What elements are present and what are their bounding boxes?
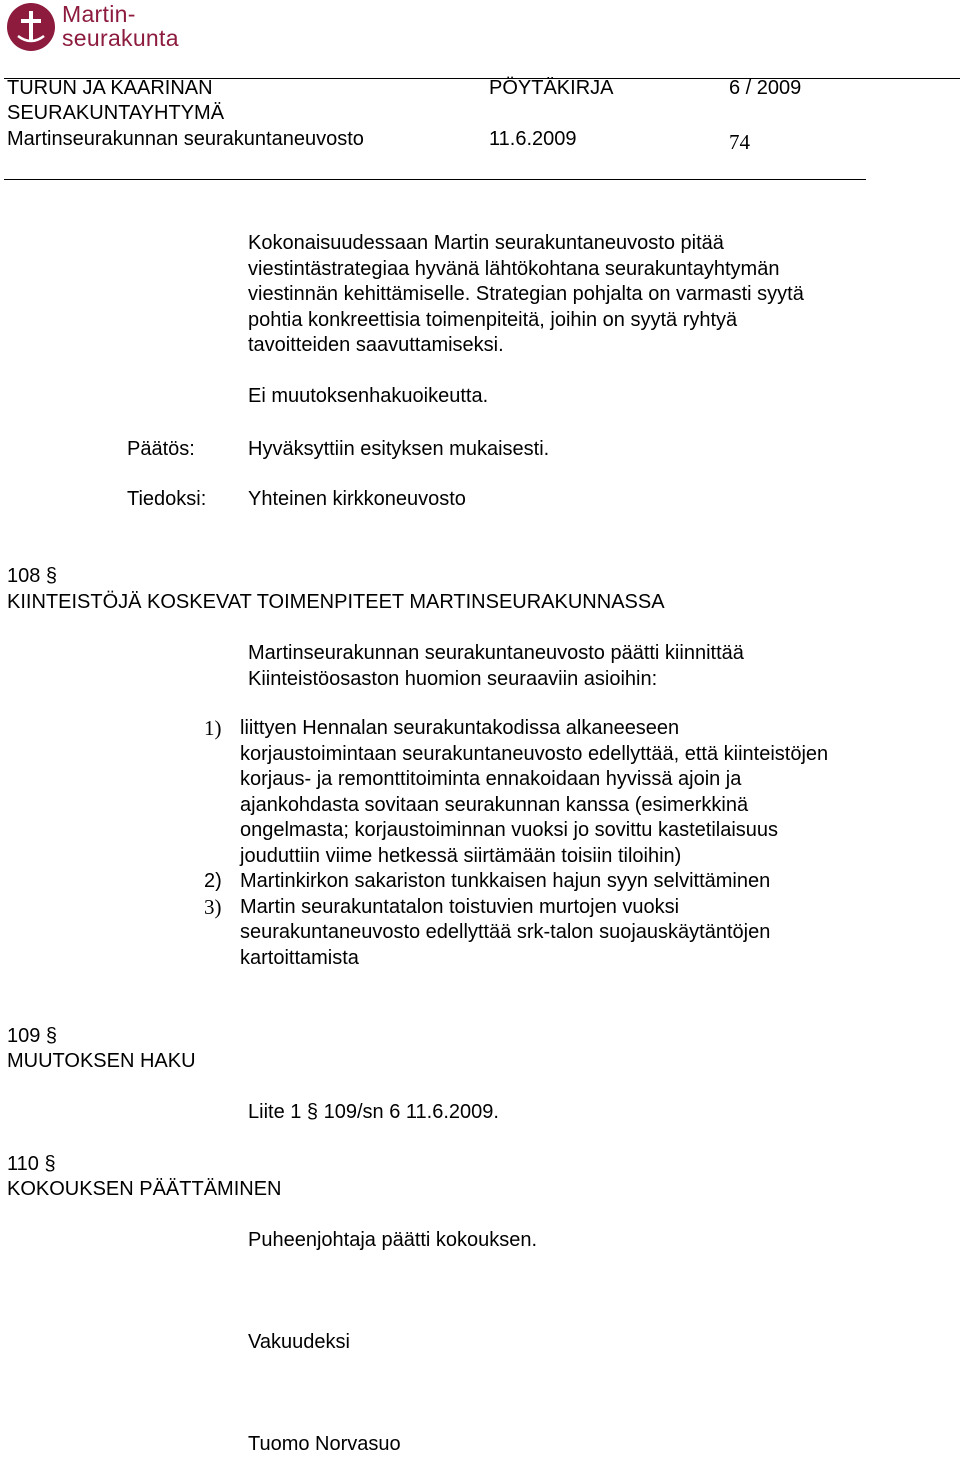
page-number: 74 bbox=[729, 130, 750, 154]
list-item-line: seurakuntaneuvosto edellyttää srk-talon suojauskäytäntöjen bbox=[240, 921, 771, 943]
organization-logo bbox=[4, 0, 179, 54]
org-name-line-1: TURUN JA KAARINAN bbox=[7, 77, 213, 99]
list-item-line: ongelmasta; korjaustoiminnan vuoksi jo sovittu kastetilaisuus bbox=[240, 819, 779, 841]
section-110-title: KOKOUKSEN PÄÄTTÄMINEN bbox=[7, 1178, 282, 1200]
list-item-line: liittyen Hennalan seurakuntakodissa alkaneeseen bbox=[240, 717, 680, 739]
section-109-title: MUUTOKSEN HAKU bbox=[7, 1050, 196, 1072]
signature-label: Vakuudeksi bbox=[248, 1331, 350, 1353]
section-110-number: 110 § bbox=[7, 1153, 56, 1175]
section-110-text: Puheenjohtaja päätti kokouksen. bbox=[248, 1229, 538, 1251]
intro-paragraph bbox=[248, 231, 804, 359]
list-item bbox=[200, 716, 828, 869]
council-name: Martinseurakunnan seurakuntaneuvosto bbox=[7, 128, 364, 150]
section-108-intro-line: Martinseurakunnan seurakuntaneuvosto päätti kiinnittää bbox=[248, 642, 744, 664]
list-item-line: korjaustoimintaan seurakuntaneuvosto edellyttää, että kiinteistöjen bbox=[240, 742, 829, 765]
document-type: PÖYTÄKIRJA bbox=[489, 77, 614, 99]
list-item-number: 3) bbox=[204, 894, 222, 919]
list-item bbox=[200, 895, 828, 972]
list-item-number: 2) bbox=[204, 870, 222, 892]
intro-line: tavoitteiden saavuttamiseksi. bbox=[248, 334, 504, 356]
appeal-note: Ei muutoksenhakuoikeutta. bbox=[248, 385, 489, 407]
section-108-number: 108 § bbox=[7, 565, 58, 587]
intro-line: pohtia konkreettisia toimenpiteitä, joihin on syytä ryhtyä bbox=[248, 308, 738, 331]
logo-wordmark bbox=[62, 2, 179, 50]
header-bottom-rule bbox=[4, 179, 866, 180]
intro-line: viestintästrategiaa hyvänä lähtökohtana seurakuntayhtymän bbox=[248, 257, 780, 280]
decision-label: Päätös: bbox=[127, 438, 195, 460]
intro-line: viestinnän kehittämiselle. Strategian pohjalta on varmasti syytä bbox=[248, 283, 804, 305]
list-item-line: Martin seurakuntatalon toistuvien murtojen vuoksi bbox=[240, 895, 680, 918]
list-item-number: 1) bbox=[204, 716, 222, 740]
list-item-line: korjaus- ja remonttitoiminta ennakoidaan hyvissä ajoin ja bbox=[240, 768, 742, 790]
list-item-line: jouduttiin viime hetkessä siirtämään toisiin tiloihin) bbox=[240, 844, 682, 867]
section-108-item-list bbox=[200, 716, 828, 971]
logo-line-1: Martin- bbox=[62, 1, 136, 27]
notify-text: Yhteinen kirkkoneuvosto bbox=[248, 488, 466, 510]
signature-name: Tuomo Norvasuo bbox=[248, 1433, 401, 1455]
list-item-line: kartoittamista bbox=[240, 946, 359, 969]
document-number: 6 / 2009 bbox=[729, 77, 802, 99]
notify-label: Tiedoksi: bbox=[127, 488, 207, 510]
section-108-intro-line: Kiinteistöosaston huomion seuraaviin asioihin: bbox=[248, 667, 658, 690]
section-109-text: Liite 1 § 109/sn 6 11.6.2009. bbox=[248, 1101, 499, 1123]
list-item-line: Martinkirkon sakariston tunkkaisen hajun syyn selvittäminen bbox=[240, 870, 771, 892]
section-109-number: 109 § bbox=[7, 1025, 58, 1047]
section-108-title: KIINTEISTÖJÄ KOSKEVAT TOIMENPITEET MARTINSEURAKUNNASSA bbox=[7, 591, 665, 613]
list-item-line: ajankohdasta sovitaan seurakunnan kanssa (esimerkkinä bbox=[240, 793, 749, 816]
decision-text: Hyväksyttiin esityksen mukaisesti. bbox=[248, 438, 550, 460]
logo-line-2: seurakunta bbox=[62, 25, 179, 51]
section-108-intro bbox=[248, 641, 744, 692]
org-name-line-2: SEURAKUNTAYHTYMÄ bbox=[7, 102, 225, 124]
intro-line: Kokonaisuudessaan Martin seurakuntaneuvosto pitää bbox=[248, 232, 724, 254]
list-item bbox=[200, 869, 828, 895]
meeting-date: 11.6.2009 bbox=[489, 128, 577, 150]
church-seal-icon bbox=[6, 2, 56, 52]
